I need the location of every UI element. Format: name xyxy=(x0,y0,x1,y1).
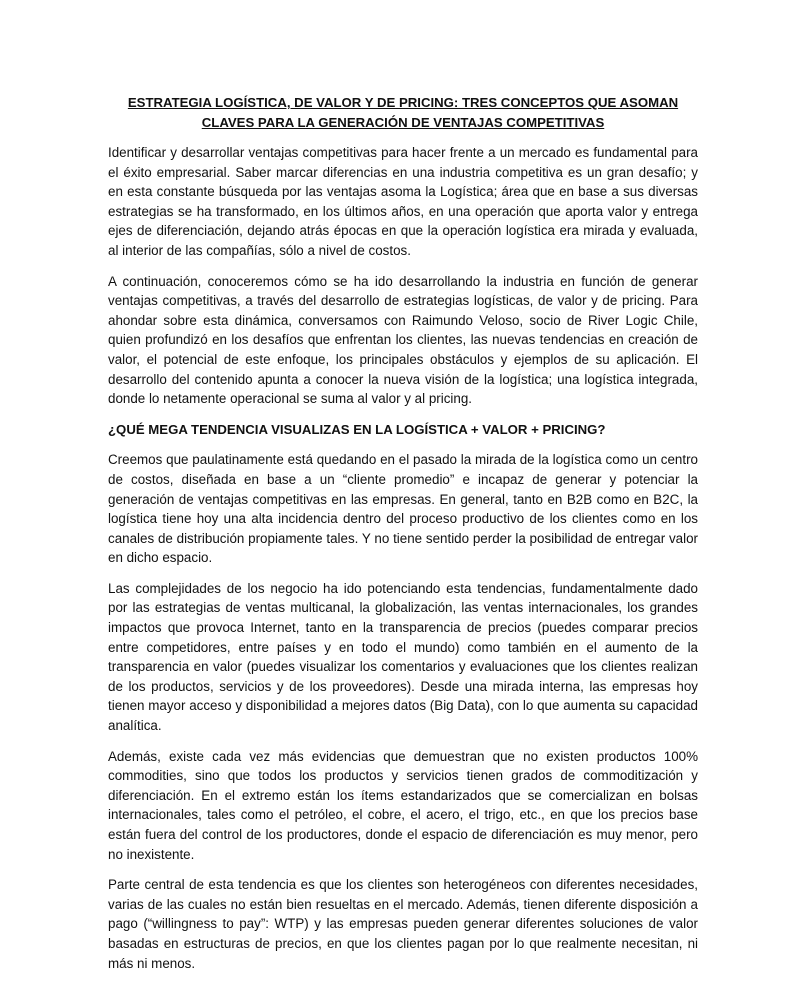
intro-paragraph-1: Identificar y desarrollar ventajas competitivas para hacer frente a un mercado es fundamental para el éxito empresarial. Saber marcar diferencias en una industria competitiva es un gran desafío; y en esta constante búsqueda por las ventajas asoma la Logística; área que en base a sus diversas estrategias se ha transformado, en los últimos años, en una operación que aporta valor y entrega ejes de diferenciación, dejando atrás épocas en que la operación logística era mirada y evaluada, al interior de las compañías, sólo a nivel de costos. xyxy=(108,145,698,258)
section-paragraph-2: Las complejidades de los negocio ha ido potenciando esta tendencias, fundamentalmente dado por las estrategias de ventas multicanal, la globalización, las ventas internacionales, los grandes impactos que provoca Internet, tanto en la transparencia de precios (puedes comparar precios entre competidores, entre países y en todo el mundo) como también en el aumento de la transparencia en valor (puedes visualizar los comentarios y evaluaciones que los clientes realizan de los productos, servicios y de los proveedores). Desde una mirada interna, las empresas hoy tienen mayor acceso y disponibilidad a mejores datos (Big Data), con lo que aumenta su capacidad analítica. xyxy=(108,580,698,734)
section-paragraph-3: Además, existe cada vez más evidencias que demuestran que no existen productos 100% commodities, sino que todos los productos y servicios tienen grados de commoditización y diferenciación. En el extremo están los ítems estandarizados que se comercializan en bolsas internacionales, tales como el petróleo, el cobre, el acero, el trigo, etc., en que los precios base están fuera del control de los productores, donde el espacio de diferenciación es muy menor, pero no inexistente. xyxy=(108,748,698,862)
intro-paragraph-2: A continuación, conoceremos cómo se ha ido desarrollando la industria en función de generar ventajas competitivas, a través del desarrollo de estrategias logísticas, de valor y de pricing. Para ahondar sobre esta dinámica, conversamos con Raimundo Veloso, socio de River Logic Chile, quien profundizó en los desafíos que enfrentan los clientes, las nuevas tendencias en creación de valor, el potencial de este enfoque, los principales obstáculos y ejemplos de su aplicación. El desarrollo del contenido apunta a conocer la nueva visión de la logística; una logística integrada, donde lo netamente operacional se suma al valor y al pricing. xyxy=(108,273,698,407)
document-body xyxy=(108,93,698,984)
section-heading: ¿QUÉ MEGA TENDENCIA VISUALIZAS EN LA LOGÍSTICA + VALOR + PRICING? xyxy=(108,421,606,437)
document-title: ESTRATEGIA LOGÍSTICA, DE VALOR Y DE PRICING: TRES CONCEPTOS QUE ASOMAN CLAVES PARA LA GENERACIÓN DE VENTAJAS COMPETITIVAS xyxy=(127,95,679,130)
section-paragraph-4: Parte central de esta tendencia es que los clientes son heterogéneos con diferentes necesidades, varias de las cuales no están bien resueltas en el mercado. Además, tienen diferente disposición a pago (“willingness to pay”: WTP) y las empresas pueden generar diferentes soluciones de valor basadas en estructuras de precios, en que los clientes pagan por lo que realmente necesitan, ni más ni menos. xyxy=(108,877,698,971)
section-paragraph-1: Creemos que paulatinamente está quedando en el pasado la mirada de la logística como un centro de costos, diseñada en base a un “cliente promedio” e incapaz de generar y potenciar la generación de ventajas competitivas en las empresas. En general, tanto en B2B como en B2C, la logística tiene hoy una alta incidencia dentro del proceso productivo de los clientes como en los canales de distribución propiamente tales. Y no tiene sentido perder la posibilidad de entregar valor en dicho espacio. xyxy=(108,452,698,566)
